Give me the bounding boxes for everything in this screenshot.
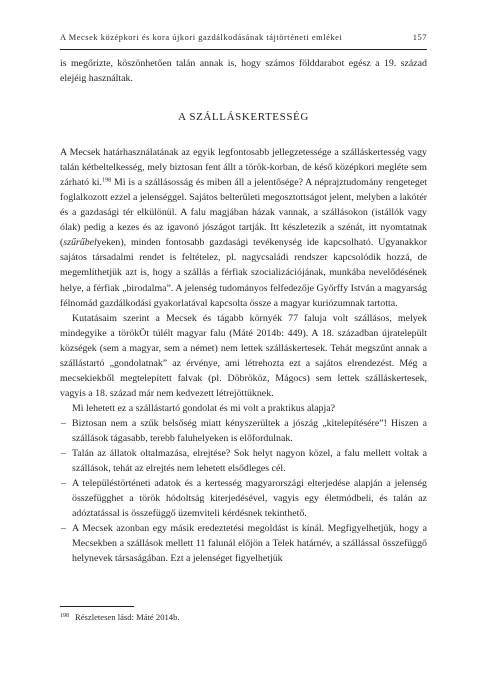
footnote bbox=[60, 611, 427, 623]
intro-paragraph: is megőrizte, köszönhetően talán annak is, hogy számos földdarabot egész a 19. század elejéig használtak. bbox=[60, 58, 427, 85]
list-item: – A településtörténeti adatok és a kertesség magyarországi elterjedése alapján a jelenség összefügghet a török hódoltság kiterjedésével, vagyis egy életmódbeli, és talán az adóztatással is összefüggő üzemviteli kérdésnek tekinthető. bbox=[60, 476, 427, 521]
paragraph-2: Kutatásaim szerint a Mecsek és tágabb környék 77 faluja volt szállásos, melyek mindegyike a törökÖt túlélt magyar falu (Máté 2014b: 449). A 18. században újratelepült községek (sem a magyar, sem a német) nem lettek szálláskertesek. Tehát megszűnt annak a szállástartó „gondolatnak” az érvénye, ami létrehozta ezt a sajátos elrendezést. Még a mecsekiekből megtelepített falvak (pl. Döbrököz, Mágocs) sem lettek szálláskertesek, vagyis a 18. század már nem kedvezett létrejöttüknek. bbox=[60, 312, 427, 399]
footnote-number: 198 bbox=[60, 613, 69, 619]
paragraph-1 bbox=[60, 145, 427, 311]
list-item: – Biztosan nem a szűk belsőség miatt kényszerültek a jószág „kitelepítésére”! Hiszen a szállások tágasabb, terebb faluhelyeken is előfordulnak. bbox=[60, 416, 427, 446]
footnote-reference[interactable]: 198 bbox=[101, 176, 112, 184]
body-text bbox=[60, 56, 427, 566]
paragraph-1-text-c: yeken), minden fontosabb gazdasági tevékenység ide kapcsolható. Ugyanakkor sajátos társadalmi rendet is feltételez, pl. nagycsaládi rendszer kapcsolódik hozzá, de megemlíthetjük azt is, hogy a szállás a férfiak szocializációjának, munkába nevelődésének helye, a férfiak „birodalma”. A jelenség tudományos felfedezője Győrffy István a magyarság félnomád gazdálkodási gyakorlatával kapcsolta össze a magyar kuriózumnak tartotta. bbox=[60, 237, 427, 309]
running-header-title: A Mecsek középkori és kora újkori gazdálkodásának tájtörténeti emlékei bbox=[60, 33, 343, 42]
list-item: – Talán az állatok oltalmazása, elrejtése? Sok helyt nagyon közel, a falu mellett voltak a szállások, tehát az elrejtés nem lehetett elsődleges cél. bbox=[60, 446, 427, 476]
footnote-rule bbox=[60, 606, 134, 607]
running-header bbox=[60, 33, 427, 47]
page-number: 157 bbox=[412, 33, 427, 42]
paragraph-1-text-b: Mi is a szállásosság és miben áll a jelentősége? A néprajztudomány rengeteget foglalkozott ezzel a jelenséggel. Sajátos belterületi megosztottságot jelent, melyben a lakótér és a gazdasági tér elkülönül. A falu magjában házak vannak, a szállásokon (istállók vagy ólak) pedig a kezes és az igavonó jószágot tartják. Itt készletezik a szénát, itt nyomtatnak ( bbox=[60, 177, 427, 249]
header-rule bbox=[60, 49, 427, 50]
section-title: A SZÁLLÁSKERTESSÉG bbox=[178, 111, 309, 124]
paragraph-1-text-a: A Mecsek határhasználatának az egyik legfontosabb jellegzetessége a szálláskertesség vagy talán kétbeltelkesség, mely biztosan fent állt a török-korban, de késő középkori megléte sem zárható ki. bbox=[60, 147, 427, 189]
dash-list bbox=[60, 416, 427, 566]
footnote-text: Részletesen lásd: Máté 2014b. bbox=[75, 612, 180, 622]
list-item: – A Mecsek azonban egy másik eredeztetési megoldást is kínál. Megfigyelhetjük, hogy a Mecsekben a szállások mellett 11 falunál előjön a Telek határnév, a szállással összefüggő helynevek társaságában. Ezt a jelenséget figyelhetjük bbox=[60, 521, 427, 566]
paragraph-1-italic: szűrűbel bbox=[63, 237, 97, 249]
paragraph-3: Mi lehetett ez a szállástartó gondolat és mi volt a praktikus alapja? bbox=[72, 402, 335, 414]
